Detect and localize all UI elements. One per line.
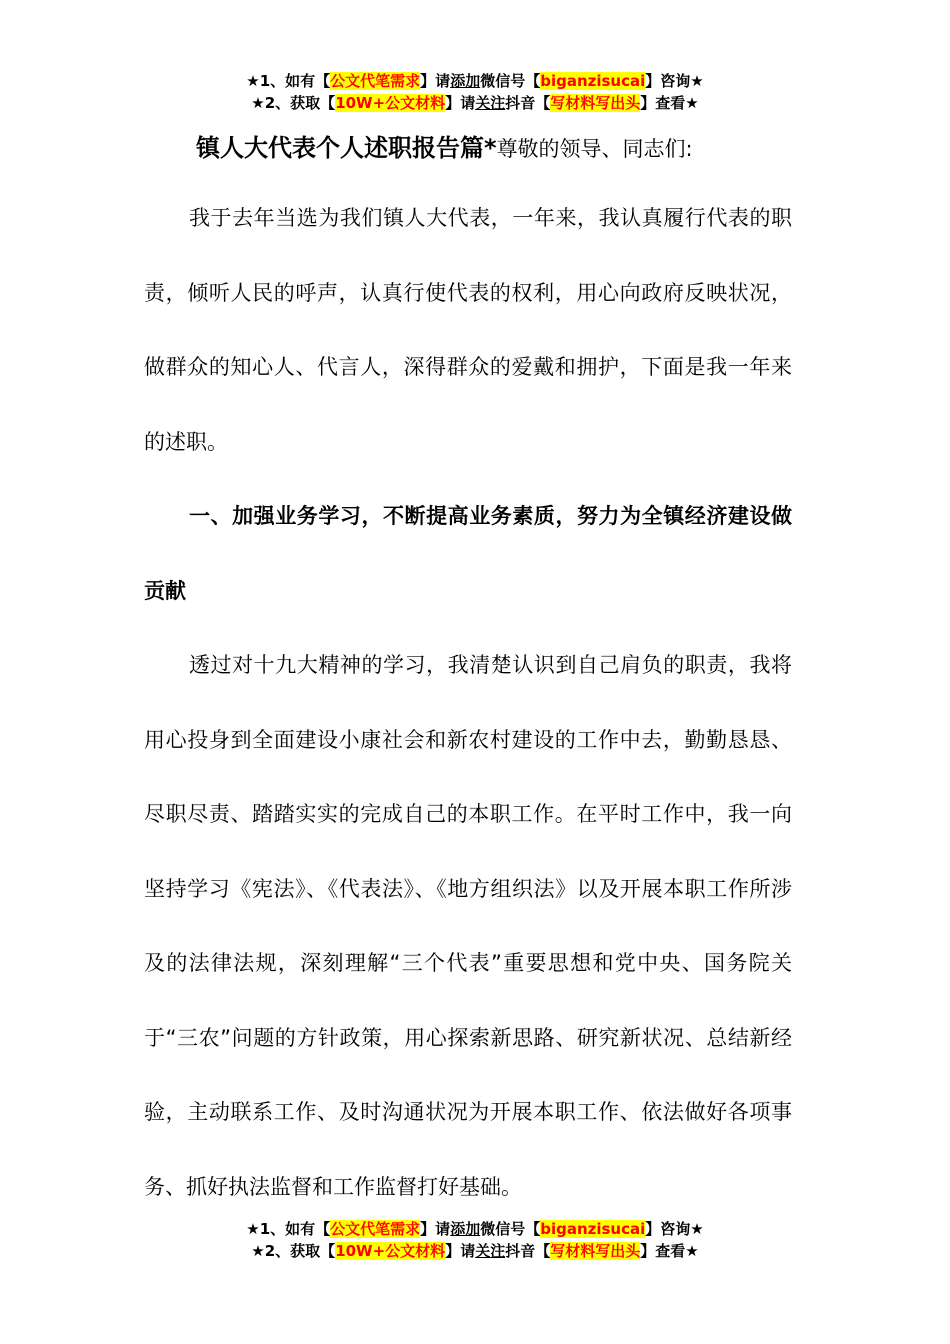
paragraph-intro: 我于去年当选为我们镇人大代表，一年来，我认真履行代表的职责，倾听人民的呼声，认真行使代表的权利，用心向政府反映状况，做群众的知心人、代言人，深得群众的爱戴和拥护，下面是我一年来的述职。 — [144, 206, 792, 454]
header-banner — [0, 70, 950, 114]
banner-highlight: 公文代笔需求 — [330, 1220, 421, 1238]
banner-highlight: 写材料写出头 — [550, 94, 641, 112]
banner-text: ★1、如有【 — [246, 1220, 331, 1238]
banner-text: ★2、获取【 — [251, 94, 336, 112]
banner-underline: 添加 — [450, 1220, 481, 1238]
title-line — [196, 130, 693, 167]
banner-line-1 — [0, 1218, 950, 1240]
banner-text: 】咨询★ — [645, 72, 704, 90]
banner-text: 微信号【 — [480, 72, 541, 90]
banner-text: 抖音【 — [505, 1242, 551, 1260]
banner-text: ★1、如有【 — [246, 72, 331, 90]
banner-text: 】咨询★ — [645, 1220, 704, 1238]
banner-text: 】请 — [420, 1220, 451, 1238]
banner-text: 】查看★ — [640, 1242, 699, 1260]
document-body — [144, 181, 792, 1224]
banner-underline: 关注 — [475, 1242, 506, 1260]
footer-banner — [0, 1218, 950, 1262]
banner-highlight: 10W+公文材料 — [335, 94, 446, 112]
banner-highlight: 写材料写出头 — [550, 1242, 641, 1260]
paragraph-study: 透过对十九大精神的学习，我清楚认识到自己肩负的职责，我将用心投身到全面建设小康社会和新农村建设的工作中去，勤勤恳恳、尽职尽责、踏踏实实的完成自己的本职工作。在平时工作中，我一向坚持学习《宪法》、《代表法》、《地方组织法》以及开展本职工作所涉及的法律法规，深刻理解“三个代表”重要思想和党中央、国务院关于“三农”问题的方针政策，用心探索新思路、研究新状况、总结新经验，主动联系工作、及时沟通状况为开展本职工作、依法做好各项事务、抓好执法监督和工作监督打好基础。 — [144, 653, 792, 1199]
banner-text: 】请 — [445, 1242, 476, 1260]
document-title: 镇人大代表个人述职报告篇* — [196, 134, 497, 162]
banner-text: 抖音【 — [505, 94, 551, 112]
banner-underline: 添加 — [450, 72, 481, 90]
banner-text: 】查看★ — [640, 94, 699, 112]
banner-text: 微信号【 — [480, 1220, 541, 1238]
banner-line-2 — [0, 92, 950, 114]
banner-text: ★2、获取【 — [251, 1242, 336, 1260]
banner-highlight: biganzisucai — [540, 72, 646, 90]
banner-highlight: 公文代笔需求 — [330, 72, 421, 90]
banner-text: 】请 — [420, 72, 451, 90]
banner-highlight: biganzisucai — [540, 1220, 646, 1238]
salutation: 尊敬的领导、同志们: — [496, 137, 693, 161]
banner-line-2 — [0, 1240, 950, 1262]
banner-highlight: 10W+公文材料 — [335, 1242, 446, 1260]
section-heading-1: 一、加强业务学习，不断提高业务素质，努力为全镇经济建设做贡献 — [144, 504, 792, 603]
banner-text: 】请 — [445, 94, 476, 112]
banner-line-1 — [0, 70, 950, 92]
banner-underline: 关注 — [475, 94, 506, 112]
